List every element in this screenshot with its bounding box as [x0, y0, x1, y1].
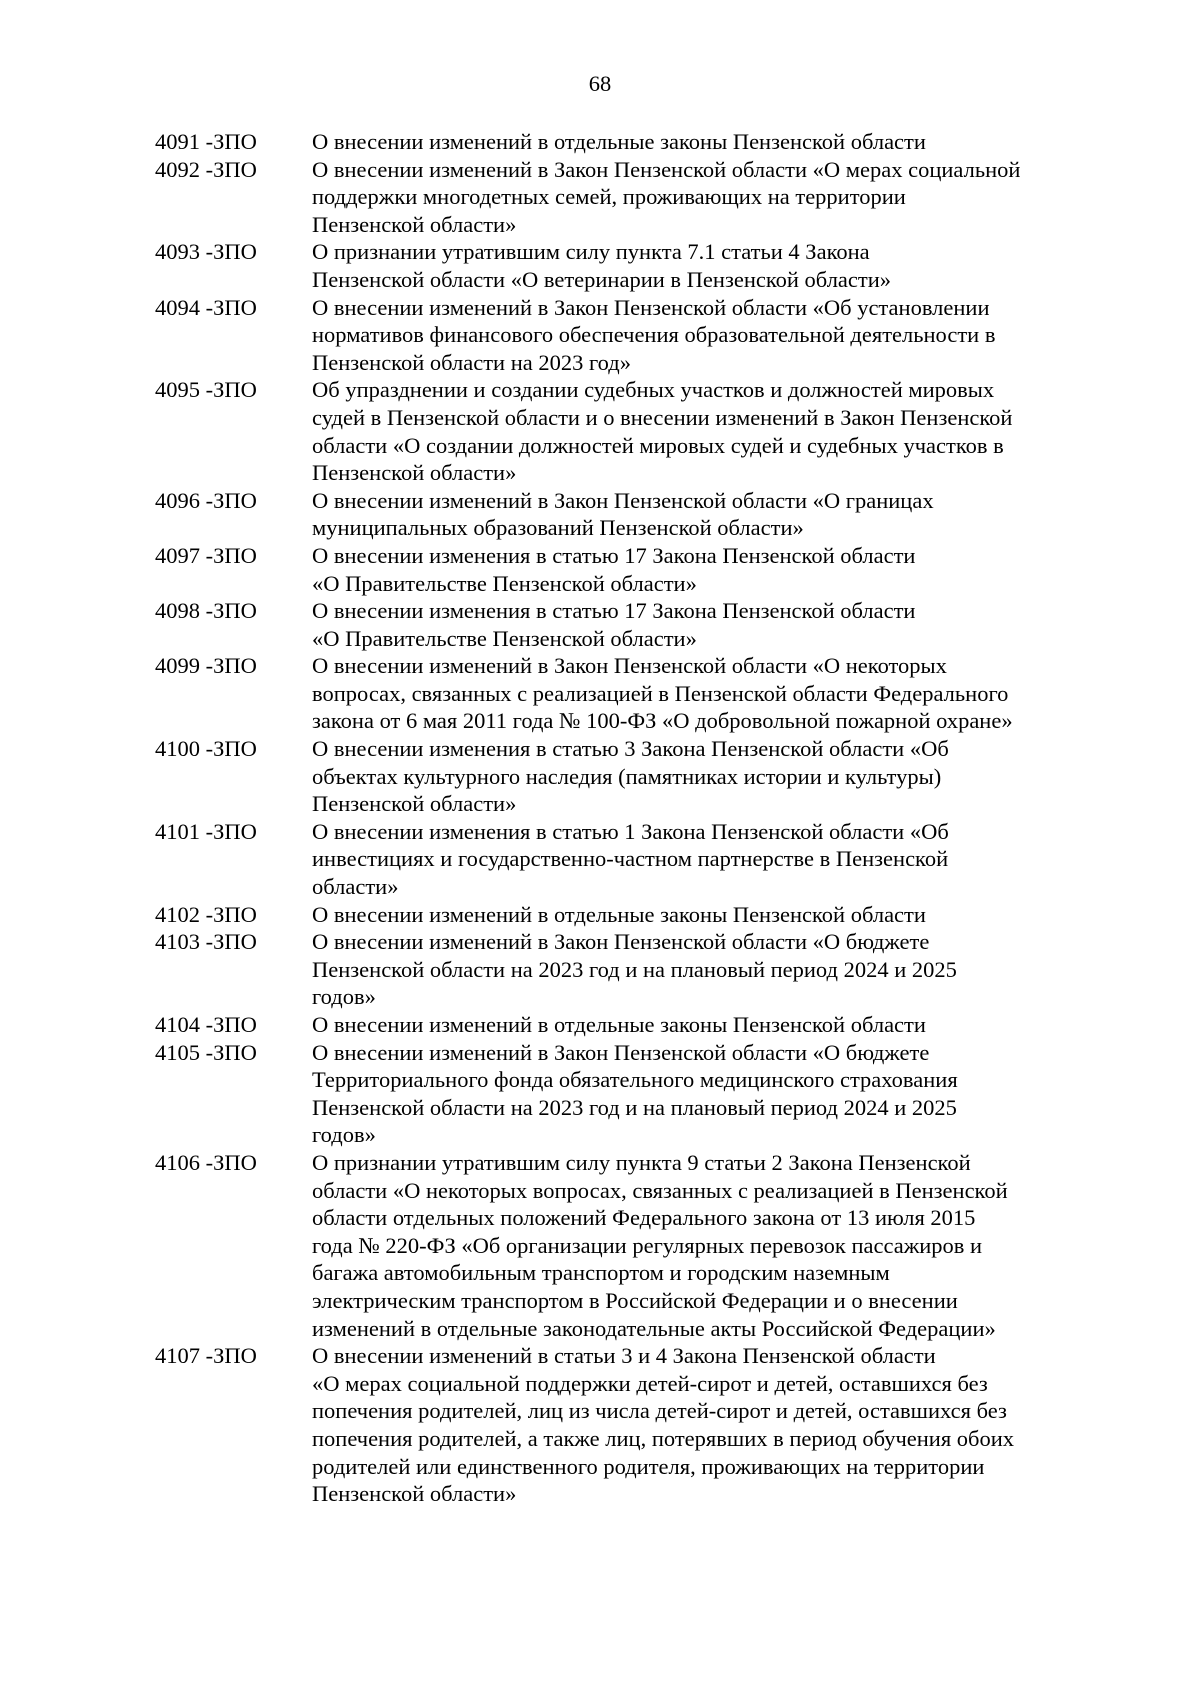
law-title-line: Пензенской области»: [312, 460, 517, 486]
law-title: [312, 928, 1105, 1011]
law-entry: [155, 542, 1105, 597]
law-entry: [155, 487, 1105, 542]
law-title-line: Пензенской области»: [312, 211, 517, 237]
law-entry: [155, 238, 1105, 293]
law-title: [312, 294, 1105, 377]
page-number: 68: [588, 71, 612, 96]
law-title-line: багажа автомобильным транспортом и городским наземным: [312, 1260, 890, 1286]
law-title-line: поддержки многодетных семей, проживающих на территории: [312, 184, 906, 210]
law-title: [312, 542, 1105, 597]
law-title: [312, 1342, 1105, 1508]
law-number: 4106 -ЗПО: [155, 1149, 257, 1175]
law-title-line: О внесении изменения в статью 17 Закона Пензенской области: [312, 598, 916, 624]
law-number: 4097 -ЗПО: [155, 542, 257, 568]
law-title: [312, 156, 1105, 239]
law-title: [312, 901, 1105, 929]
law-title-line: года № 220-ФЗ «Об организации регулярных перевозок пассажиров и: [312, 1232, 983, 1258]
law-title-line: Пензенской области на 2023 год»: [312, 349, 631, 375]
law-number: 4092 -ЗПО: [155, 156, 257, 182]
law-number: 4103 -ЗПО: [155, 929, 257, 955]
law-number: 4102 -ЗПО: [155, 901, 257, 927]
law-title: [312, 487, 1105, 542]
law-title-line: О внесении изменений в отдельные законы Пензенской области: [312, 129, 926, 154]
law-title-line: О внесении изменений в отдельные законы Пензенской области: [312, 1012, 926, 1037]
law-title: [312, 818, 1105, 901]
law-title-line: области «О некоторых вопросах, связанных с реализацией в Пензенской: [312, 1177, 1008, 1203]
law-title-line: «О Правительстве Пензенской области»: [312, 625, 697, 651]
law-title-line: области»: [312, 874, 399, 900]
law-title-line: вопросах, связанных с реализацией в Пензенской области Федерального: [312, 680, 1009, 706]
law-entry: [155, 156, 1105, 239]
law-title-line: «О Правительстве Пензенской области»: [312, 570, 697, 596]
law-title-line: О внесении изменений в Закон Пензенской области «О мерах социальной: [312, 156, 1021, 182]
law-entry: [155, 294, 1105, 377]
law-title-line: нормативов финансового обеспечения образовательной деятельности в: [312, 322, 996, 348]
law-entry: [155, 901, 1105, 929]
law-number: 4105 -ЗПО: [155, 1039, 257, 1065]
law-title-line: электрическим транспортом в Российской Федерации и о внесении: [312, 1287, 958, 1313]
law-number: 4091 -ЗПО: [155, 129, 257, 154]
law-title-line: области отдельных положений Федерального закона от 13 июля 2015: [312, 1205, 976, 1231]
law-title-line: О внесении изменения в статью 3 Закона Пензенской области «Об: [312, 736, 949, 762]
law-title-line: годов»: [312, 984, 376, 1010]
law-entry: [155, 1149, 1105, 1342]
law-title: [312, 128, 1105, 156]
law-title-line: О внесении изменения в статью 1 Закона Пензенской области «Об: [312, 818, 949, 844]
law-title-line: Об упразднении и создании судебных участков и должностей мировых: [312, 377, 995, 403]
law-number: 4099 -ЗПО: [155, 653, 257, 679]
law-number: 4095 -ЗПО: [155, 377, 257, 403]
law-title-line: О внесении изменений в Закон Пензенской области «О некоторых: [312, 653, 947, 679]
law-title: [312, 1011, 1105, 1039]
law-title: [312, 652, 1105, 735]
law-entry: [155, 128, 1105, 156]
law-number: 4098 -ЗПО: [155, 598, 257, 624]
law-title: [312, 376, 1105, 486]
law-number: 4100 -ЗПО: [155, 736, 257, 762]
law-title-line: родителей или единственного родителя, проживающих на территории: [312, 1453, 985, 1479]
law-title-line: изменений в отдельные законодательные акты Российской Федерации»: [312, 1315, 996, 1341]
law-entry: [155, 597, 1105, 652]
law-number: 4104 -ЗПО: [155, 1012, 257, 1037]
law-title-line: О признании утратившим силу пункта 9 статьи 2 Закона Пензенской: [312, 1149, 971, 1175]
law-title-line: Пензенской области «О ветеринарии в Пензенской области»: [312, 266, 892, 292]
law-title-line: Пензенской области на 2023 год и на плановый период 2024 и 2025: [312, 1094, 957, 1120]
law-title: [312, 1039, 1105, 1149]
law-title-line: О внесении изменений в Закон Пензенской области «О бюджете: [312, 929, 930, 955]
law-entry: [155, 652, 1105, 735]
law-title-line: О внесении изменений в Закон Пензенской области «О бюджете: [312, 1039, 930, 1065]
law-entry: [155, 1011, 1105, 1039]
law-title-line: области «О создании должностей мировых судей и судебных участков в: [312, 432, 1004, 458]
law-title-line: Пензенской области на 2023 год и на плановый период 2024 и 2025: [312, 956, 957, 982]
law-entry: [155, 1342, 1105, 1508]
law-title-line: О внесении изменений в статьи 3 и 4 Закона Пензенской области: [312, 1343, 936, 1369]
law-entry: [155, 376, 1105, 486]
law-number: 4093 -ЗПО: [155, 239, 257, 265]
law-entry: [155, 818, 1105, 901]
law-number: 4094 -ЗПО: [155, 294, 257, 320]
law-title: [312, 238, 1105, 293]
law-number: 4101 -ЗПО: [155, 818, 257, 844]
law-title-line: Пензенской области»: [312, 791, 517, 817]
law-entry: [155, 735, 1105, 818]
law-title-line: Территориального фонда обязательного медицинского страхования: [312, 1067, 958, 1093]
law-title-line: «О мерах социальной поддержки детей-сирот и детей, оставшихся без: [312, 1370, 988, 1396]
law-title-line: попечения родителей, лиц из числа детей-сирот и детей, оставшихся без: [312, 1398, 1007, 1424]
law-list: [155, 128, 1105, 1508]
law-title-line: объектах культурного наследия (памятниках истории и культуры): [312, 763, 942, 789]
law-title: [312, 1149, 1105, 1342]
law-title-line: О внесении изменений в отдельные законы Пензенской области: [312, 901, 926, 927]
law-title-line: О внесении изменений в Закон Пензенской области «Об установлении: [312, 294, 990, 320]
law-title-line: инвестициях и государственно-частном партнерстве в Пензенской: [312, 846, 949, 872]
law-title: [312, 597, 1105, 652]
law-title-line: попечения родителей, а также лиц, потерявших в период обучения обоих: [312, 1425, 1015, 1451]
law-number: 4107 -ЗПО: [155, 1343, 257, 1369]
law-title: [312, 735, 1105, 818]
law-title-line: О признании утратившим силу пункта 7.1 статьи 4 Закона: [312, 239, 870, 265]
law-title-line: годов»: [312, 1122, 376, 1148]
law-entry: [155, 928, 1105, 1011]
law-number: 4096 -ЗПО: [155, 487, 257, 513]
law-title-line: судей в Пензенской области и о внесении изменений в Закон Пензенской: [312, 404, 1013, 430]
law-title-line: Пензенской области»: [312, 1481, 517, 1507]
law-title-line: муниципальных образований Пензенской области»: [312, 515, 804, 541]
law-title-line: закона от 6 мая 2011 года № 100-ФЗ «О добровольной пожарной охране»: [312, 708, 1013, 734]
law-title-line: О внесении изменений в Закон Пензенской области «О границах: [312, 487, 934, 513]
law-entry: [155, 1039, 1105, 1149]
law-title-line: О внесении изменения в статью 17 Закона Пензенской области: [312, 542, 916, 568]
